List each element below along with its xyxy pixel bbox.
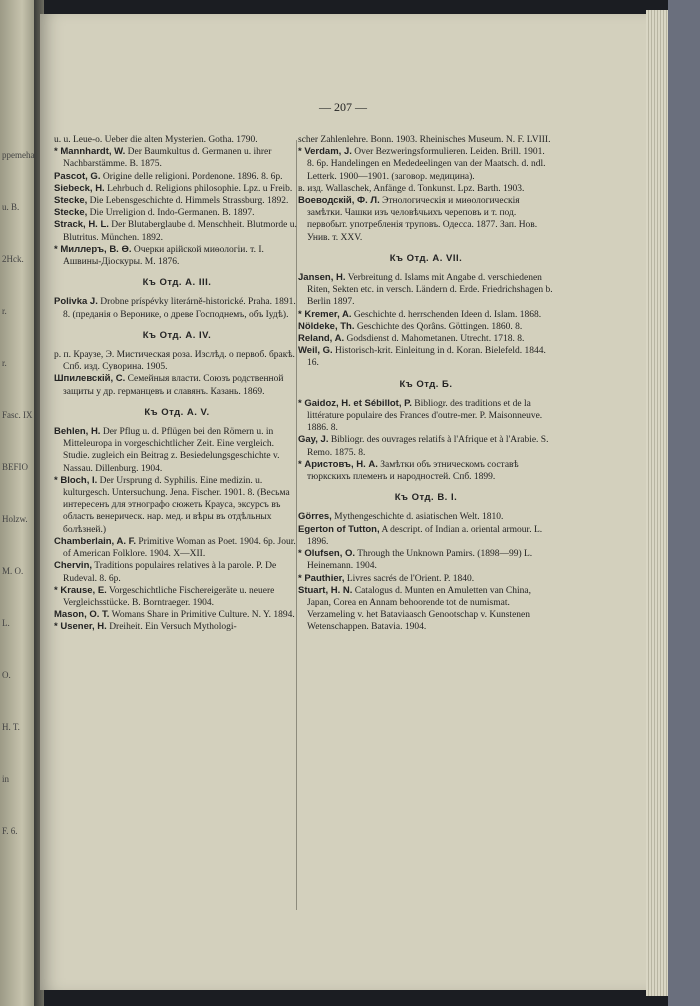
entry-text: Geschichte des Qorâns. Göttingen. 1860. 8.	[354, 321, 523, 332]
entry-author: * Bloch, I.	[54, 474, 98, 486]
entry-text: Die Urreligion d. Indo-Germanen. B. 1897.	[87, 208, 255, 219]
bibliography-entry	[298, 585, 554, 634]
bibliography-entry	[54, 426, 300, 475]
left-page-fragment: O.	[2, 670, 11, 680]
entry-author: Egerton of Tutton,	[298, 523, 380, 535]
entry-author: * Verdam, J.	[298, 146, 352, 158]
entry-author: Weil, G.	[298, 345, 333, 357]
bibliography-entry	[298, 146, 554, 183]
entry-text: Der Ursprung d. Syphilis. Eine medizin. u. kulturgesch. Untersuchung. Jena. Fischer. 1901. 8. (Весьма интересенъ для этнографо сюжеть Крауса, эксурсъ въ область венерическ. нар. мед. и вѣры въ отдѣльных болѣзней.)	[63, 475, 290, 535]
left-page-fragment: L.	[2, 618, 10, 628]
entry-text: Through the Unknown Pamirs. (1898—99) L. Heinemann. 1904.	[307, 549, 533, 572]
entry-text: Mythengeschichte d. asiatischen Welt. 1810.	[331, 512, 504, 523]
section-heading: Къ Отд. Б.	[399, 378, 453, 390]
entry-author: * Mannhardt, W.	[54, 146, 126, 158]
bibliography-entry	[298, 195, 554, 244]
entry-author: Stecke,	[54, 195, 88, 207]
left-page-fragment: 2Hck.	[2, 254, 24, 264]
background-surface	[668, 0, 700, 1006]
bibliography-entry	[54, 475, 300, 536]
entry-text: Womans Share in Primitive Culture. N. Y. 1894.	[109, 610, 295, 621]
entry-text: Der Blutaberglaube d. Menschheit. Blutmorde u. Blutritus. München. 1892.	[63, 220, 297, 243]
entry-text: Lehrbuch d. Religions philosophie. Lpz. u Freib.	[104, 183, 293, 194]
entry-text: Catalogus d. Munten en Amuletten van China, Japan, Corea en Annam behoorende tot de numismat. Verzameling v. het Bataviaasch Genootschap v. Kunstenen Wetenschappen. Batavia. 1904.	[307, 585, 532, 633]
section-heading: Къ Отд. В. I.	[394, 492, 458, 504]
page-number: — 207 —	[319, 100, 367, 114]
bibliography-entry	[298, 333, 554, 345]
entry-text: Primitive Woman as Poet. 1904. 6p. Jour. of American Folklore. 1904. X—XII.	[63, 536, 296, 560]
section-heading: Къ Отд. А. III.	[142, 277, 212, 289]
entry-author: * Usener, H.	[54, 621, 107, 633]
bibliography-entry	[54, 146, 300, 170]
entry-text: Die Lebensgeschichte d. Himmels Strassburg. 1892.	[87, 196, 289, 207]
entry-text: Verbreitung d. Islams mit Angabe d. verschiedenen Riten, Sekten etc. in versch. Ländern d. Erde. Friedrichshagen b. Berlin 1897.	[307, 273, 553, 308]
left-page-fragment: H. T.	[2, 722, 20, 732]
entry-author: Jansen, H.	[298, 272, 346, 284]
bibliography-entry	[54, 621, 300, 633]
bibliography-entry	[298, 548, 554, 572]
bibliography-entry	[54, 609, 300, 621]
entry-text: р. п. Краузе, Э. Мистическая роза. Изслѣд. о первоб. бракѣ. Спб. изд. Суворина. 1905.	[54, 350, 295, 373]
bibliography-entry	[54, 536, 300, 560]
entry-author: Шпилевскій, С.	[54, 373, 126, 385]
entry-text: Godsdienst d. Mahometanen. Utrecht. 1718. 8.	[344, 334, 525, 345]
entry-author: Siebeck, H.	[54, 182, 105, 194]
entry-author: Polivka J.	[54, 296, 98, 308]
entry-author: * Аристовъ, Н. А.	[298, 458, 378, 470]
entry-text: в. изд. Wallaschek, Anfänge d. Tonkunst. Lpz. Barth. 1903.	[298, 183, 525, 194]
entry-author: Stuart, H. N.	[298, 584, 353, 596]
entry-author: Gay, J.	[298, 434, 329, 446]
bibliography-entry	[54, 560, 300, 584]
section-heading: Къ Отд. А. VII.	[389, 252, 463, 264]
entry-author: Nöldeke, Th.	[298, 320, 355, 332]
entry-text: Bibliogr. des traditions et de la littérature populaire des Frances d'outre-mer. P. Maisonneuve. 1886. 8.	[307, 398, 543, 434]
bibliography-entry	[298, 511, 554, 523]
entry-text: Der Pflug u. d. Pflügen bei den Römern u. in Mitteleuropa in vorgeschichtlicher Zeit. Eine vergleich. Studie. zugleich ein Beitrag z. Besiedelungsgeschichte v. Nassau. Dillenburg. 1904.	[63, 427, 280, 474]
entry-text: Этнологическія и миѳологическія замѣтки. Чашки изъ человѣчьихъ череповъ и т. под. первобыт. употребленія труповъ. Одесса. 1877. Зап. Нов. Унив. т. XXV.	[307, 196, 538, 243]
entry-text: Bibliogr. des ouvrages relatifs à l'Afrique et à l'Arabie. S. Remo. 1875. 8.	[307, 435, 549, 458]
bibliography-entry	[54, 171, 300, 183]
bibliography-entry	[54, 134, 300, 146]
bibliography-entry	[54, 349, 300, 373]
left-page-fragment: r.	[2, 358, 7, 368]
bibliography-entry	[54, 219, 300, 243]
bibliography-entry	[298, 524, 554, 548]
bibliography-entry	[298, 434, 554, 458]
bibliography-entry	[298, 459, 554, 483]
entry-author: Воеводскій, Ф. Л.	[298, 195, 380, 207]
bibliography-entry	[298, 398, 554, 435]
bibliography-entry	[298, 272, 554, 309]
left-column	[54, 134, 300, 634]
book-page	[40, 14, 646, 990]
bibliography-entry	[54, 244, 300, 268]
entry-text: Livres sacrés de l'Orient. P. 1840.	[344, 573, 475, 584]
entry-author: * Kremer, A.	[298, 308, 352, 320]
entry-text: Очерки арійской миѳологіи. т. I. Ашвины-Діоскуры. М. 1876.	[63, 244, 264, 268]
left-page-fragment: r.	[2, 306, 7, 316]
entry-author: Strack, H. L.	[54, 219, 109, 231]
bibliography-entry	[54, 183, 300, 195]
entry-author: * Krause, E.	[54, 584, 107, 596]
entry-text: Geschichte d. herrschenden Ideen d. Islam. 1868.	[351, 309, 542, 320]
left-page-fragment: ppemeha	[2, 150, 35, 160]
left-page-fragment: in	[2, 774, 10, 784]
left-page-fragment: Holzw.	[2, 514, 28, 524]
entry-text: Der Baumkultus d. Germanen u. ihrer Nachbarstämme. B. 1875.	[63, 147, 272, 170]
entry-text: Vorgeschichtliche Fischereigeräte u. neuere Vergleichsstücke. B. Borntraeger. 1904.	[63, 585, 275, 608]
bibliography-entry	[298, 309, 554, 321]
left-page-fragment: M. O.	[2, 566, 24, 576]
entry-author: Pascot, G.	[54, 170, 101, 182]
left-page-fragment: Fasc. IX	[2, 410, 33, 420]
entry-author: Reland, A.	[298, 333, 345, 345]
page-stack-edge	[646, 10, 668, 996]
entry-text: A descript. of Indian a. oriental armour. L. 1896.	[307, 524, 543, 547]
bibliography-entry	[54, 207, 300, 219]
left-page-fragment: BEFIO	[2, 462, 29, 472]
bibliography-entry	[54, 373, 300, 397]
entry-text: Origine delle religioni. Pordenone. 1896. 8. 6p.	[100, 171, 283, 182]
bibliography-entry	[54, 296, 300, 320]
bibliography-entry	[298, 321, 554, 333]
bibliography-entry	[54, 585, 300, 609]
bibliography-entry	[298, 183, 554, 195]
entry-text: Over Bezweringsformulieren. Leiden. Brill. 1901. 8. 6p. Handelingen en Mededeelingen van der Maatsch. d. ndl. Letterk. 1900—1901. (заговор. медицина).	[307, 147, 546, 182]
entry-author: Chamberlain, A. F.	[54, 535, 136, 547]
bibliography-entry	[298, 345, 554, 369]
entry-text: Traditions populaires relatives à la parole. P. De Rudeval. 8. 6p.	[63, 561, 277, 584]
entry-author: Chervin,	[54, 560, 93, 572]
left-page-fragment: u. B.	[2, 202, 20, 212]
entry-text: Drobne príspévky literárně-historické. Praha. 1891. 8. (преданія о Веронике, о древе Господнемъ, объ Іудѣ).	[63, 297, 296, 320]
left-page-fragment: F. 6.	[2, 826, 18, 836]
bibliography-entry	[54, 195, 300, 207]
entry-text: u. u. Leue-o. Ueber die alten Mysterien. Gotha. 1790.	[54, 135, 258, 145]
entry-author: Behlen, H.	[54, 426, 101, 438]
entry-author: * Olufsen, O.	[298, 548, 356, 560]
entry-text: Historisch-krit. Einleitung in d. Koran. Bielefeld. 1844. 16.	[307, 346, 546, 369]
bibliography-entry	[298, 134, 554, 146]
entry-text: Замѣтки объ этническомъ составѣ тюркскихъ племенъ и народностей. Спб. 1899.	[307, 459, 519, 483]
entry-author: * Gaidoz, H. et Sébillot, P.	[298, 397, 412, 409]
entry-author: Görres,	[298, 511, 332, 523]
bibliography-entry	[298, 573, 554, 585]
entry-author: Mason, O. T.	[54, 609, 110, 621]
entry-text: Семейныя власти. Союзъ родственной защиты у др. германцевъ и славянъ. Казань. 1869.	[63, 374, 284, 397]
section-heading: Къ Отд. А. IV.	[142, 329, 212, 341]
entry-author: * Миллеръ, В. Ө.	[54, 243, 132, 255]
entry-text: scher Zahlenlehre. Bonn. 1903. Rheinisches Museum. N. F. LVIII.	[298, 135, 551, 145]
entry-text: Dreiheit. Ein Versuch Mythologi-	[106, 622, 237, 633]
entry-author: * Pauthier,	[298, 572, 345, 584]
entry-author: Stecke,	[54, 207, 88, 219]
section-heading: Къ Отд. А. V.	[144, 406, 210, 418]
right-column	[298, 134, 554, 634]
